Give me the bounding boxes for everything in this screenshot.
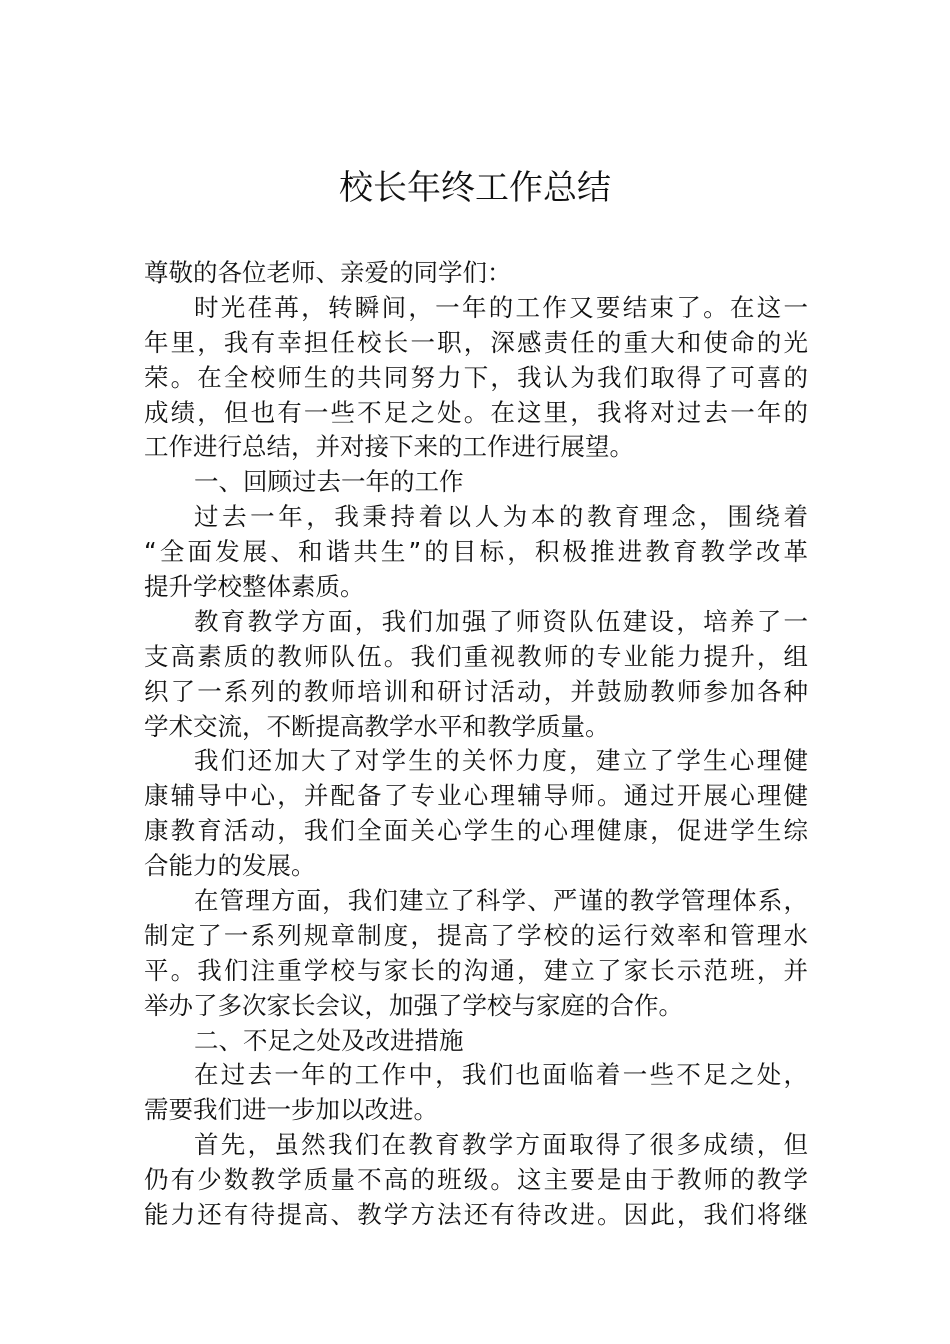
paragraph-line: 仍有少数教学质量不高的班级。这主要是由于教师的教学 [144, 1165, 808, 1195]
paragraph-line: 荣。在全校师生的共同努力下，我认为我们取得了可喜的 [144, 362, 808, 392]
paragraph-first-line: 首先，虽然我们在教育教学方面取得了很多成绩，但 [194, 1130, 808, 1160]
paragraph-first-line: 时光荏苒，转瞬间，一年的工作又要结束了。在这一 [194, 292, 808, 322]
paragraph-first-line: 二、不足之处及改进措施 [194, 1025, 464, 1055]
paragraph-line: 能力还有待提高、教学方法还有待改进。因此，我们将继 [144, 1200, 808, 1230]
paragraph-line: 需要我们进一步加以改进。 [144, 1095, 438, 1125]
paragraph-line: 合能力的发展。 [144, 851, 316, 881]
paragraph-line: 织了一系列的教师培训和研讨活动，并鼓励教师参加各种 [144, 676, 808, 706]
paragraph-line: 康教育活动，我们全面关心学生的心理健康，促进学生综 [144, 816, 808, 846]
document-title: 校长年终工作总结 [339, 168, 611, 208]
paragraph-line: 工作进行总结，并对接下来的工作进行展望。 [144, 432, 634, 462]
paragraph-first-line: 在过去一年的工作中，我们也面临着一些不足之处， [194, 1060, 808, 1090]
paragraph-first-line: 过去一年，我秉持着以人为本的教育理念，围绕着 [194, 502, 808, 532]
paragraph-line: 提升学校整体素质。 [144, 572, 365, 602]
paragraph-line: 举办了多次家长会议，加强了学校与家庭的合作。 [144, 990, 683, 1020]
paragraph-line: 成绩，但也有一些不足之处。在这里，我将对过去一年的 [144, 397, 808, 427]
paragraph-line: 支高素质的教师队伍。我们重视教师的专业能力提升，组 [144, 641, 808, 671]
paragraph-line: 平。我们注重学校与家长的沟通，建立了家长示范班，并 [144, 955, 808, 985]
paragraph-line: 学术交流，不断提高教学水平和教学质量。 [144, 711, 610, 741]
paragraph-line: 制定了一系列规章制度，提高了学校的运行效率和管理水 [144, 920, 808, 950]
paragraph-first-line: 教育教学方面，我们加强了师资队伍建设，培养了一 [194, 606, 808, 636]
paragraph-first-line: 我们还加大了对学生的关怀力度，建立了学生心理健 [194, 746, 808, 776]
paragraph-first-line: 在管理方面，我们建立了科学、严谨的教学管理体系， [194, 886, 808, 916]
paragraph-line: 康辅导中心，并配备了专业心理辅导师。通过开展心理健 [144, 781, 808, 811]
paragraph-first-line: 一、回顾过去一年的工作 [194, 467, 464, 497]
paragraph-line: 尊敬的各位老师、亲爱的同学们： [144, 258, 512, 287]
paragraph-line: “全面发展、和谐共生”的目标，积极推进教育教学改革 [144, 537, 808, 567]
paragraph-line: 年里，我有幸担任校长一职，深感责任的重大和使命的光 [144, 327, 808, 357]
document-body [144, 256, 824, 1233]
